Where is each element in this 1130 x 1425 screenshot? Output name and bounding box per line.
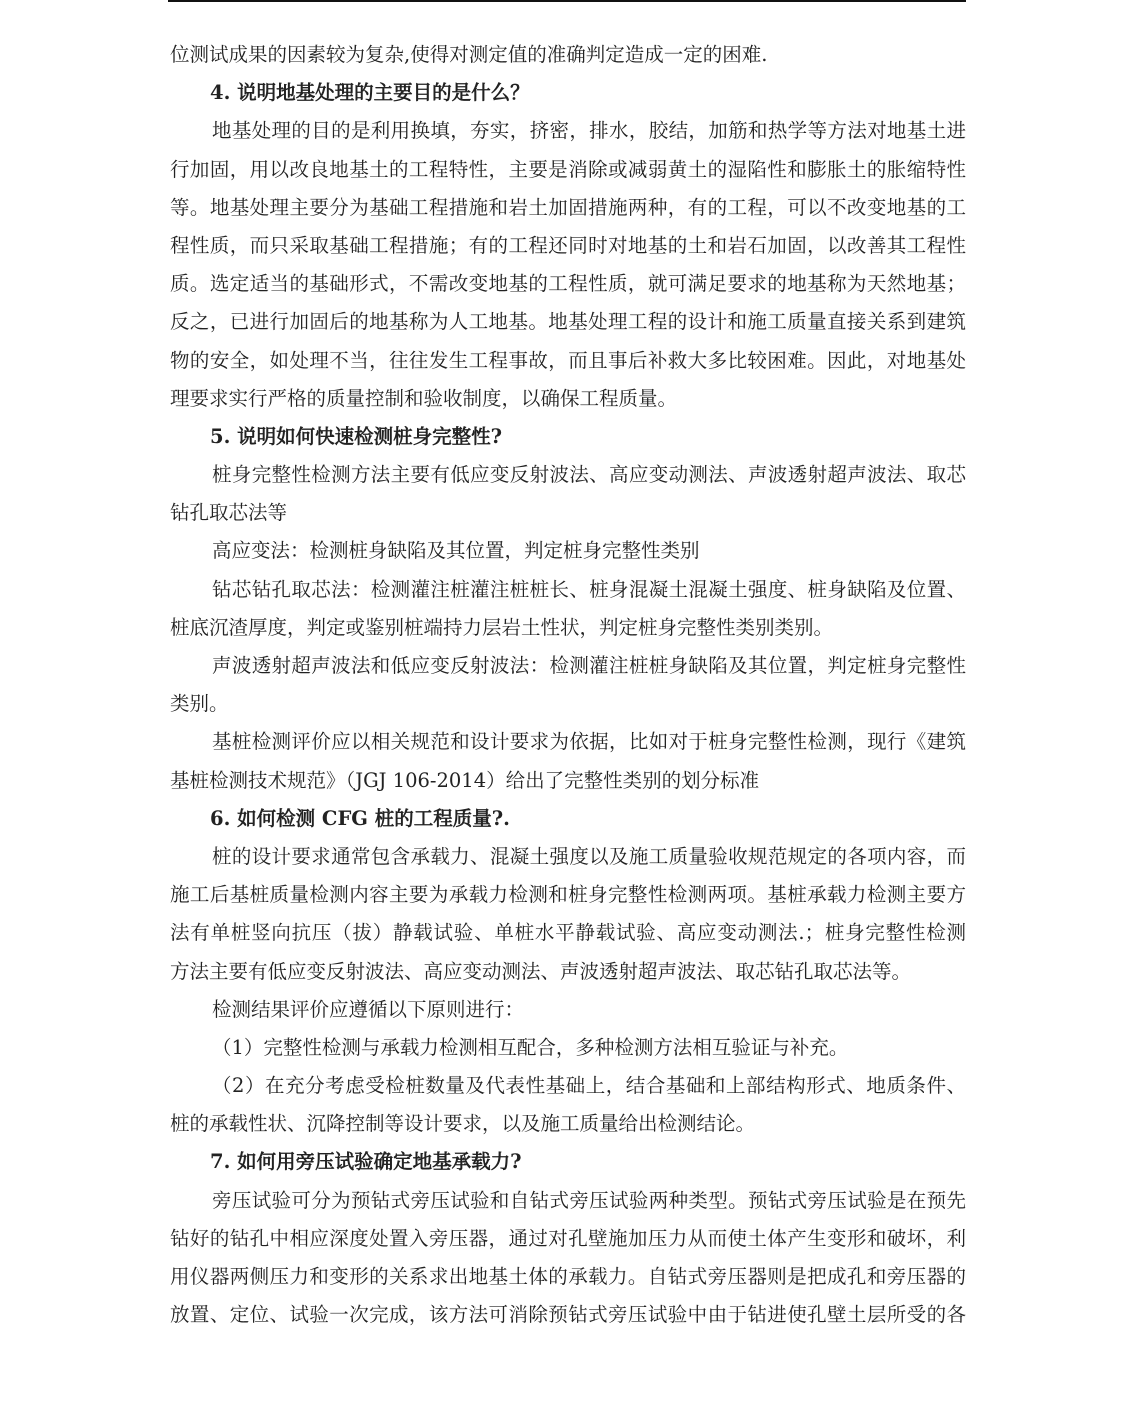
question-heading: 7. 如何用旁压试验确定地基承载力?: [210, 1150, 522, 1174]
question-heading: 6. 如何检测 CFG 桩的工程质量?.: [210, 806, 510, 830]
body-line: 地基处理的目的是利用换填，夯实，挤密，排水，胶结，加筋和热学等方法对地基土进: [212, 119, 966, 143]
body-line: 物的安全，如处理不当，往往发生工程事故，而且事后补救大多比较困难。因此，对地基处: [170, 348, 966, 372]
list-item: （1）完整性检测与承载力检测相互配合，多种检测方法相互验证与补充。: [212, 1035, 849, 1059]
top-rule: [168, 0, 966, 2]
body-line: 桩底沉渣厚度，判定或鉴别桩端持力层岩土性状，判定桩身完整性类别类别。: [170, 615, 834, 639]
body-line: 类别。: [170, 692, 229, 716]
body-line: 位测试成果的因素较为复杂,使得对测定值的准确判定造成一定的困难.: [170, 43, 768, 66]
body-line: 等。地基处理主要分为基础工程措施和岩土加固措施两种，有的工程，可以不改变地基的工: [170, 195, 966, 219]
body-line: 法有单桩竖向抗压（拔）静载试验、单桩水平静载试验、高应变动测法.；桩身完整性检测: [170, 921, 966, 945]
body-line: 程性质，而只采取基础工程措施；有的工程还同时对地基的土和岩石加固，以改善其工程性: [170, 233, 966, 257]
body-line: 理要求实行严格的质量控制和验收制度，以确保工程质量。: [170, 386, 678, 410]
body-line: 基桩检测评价应以相关规范和设计要求为依据，比如对于桩身完整性检测，现行《建筑: [212, 730, 966, 754]
body-line: 钻好的钻孔中相应深度处置入旁压器，通过对孔壁施加压力从而使土体产生变形和破坏，利: [170, 1226, 966, 1250]
question-heading: 4. 说明地基处理的主要目的是什么？: [210, 81, 530, 105]
body-line: 方法主要有低应变反射波法、高应变动测法、声波透射超声波法、取芯钻孔取芯法等。: [170, 959, 912, 983]
body-line: 声波透射超声波法和低应变反射波法：检测灌注桩桩身缺陷及其位置，判定桩身完整性: [212, 654, 966, 677]
body-line: 桩身完整性检测方法主要有低应变反射波法、高应变动测法、声波透射超声波法、取芯: [212, 463, 966, 487]
body-line: 检测结果评价应遵循以下原则进行：: [212, 997, 525, 1021]
body-line: 桩的承载性状、沉降控制等设计要求，以及施工质量给出检测结论。: [170, 1112, 756, 1136]
body-line: 用仪器两侧压力和变形的关系求出地基土体的承载力。自钻式旁压器则是把成孔和旁压器的: [170, 1265, 966, 1288]
body-line: 放置、定位、试验一次完成，该方法可消除预钻式旁压试验中由于钻进使孔壁土层所受的各: [170, 1303, 966, 1327]
body-line: 施工后基桩质量检测内容主要为承载力检测和桩身完整性检测两项。基桩承载力检测主要方: [170, 883, 966, 907]
body-line: 钻芯钻孔取芯法：检测灌注桩灌注桩桩长、桩身混凝土混凝土强度、桩身缺陷及位置、: [212, 577, 966, 601]
list-item: （2）在充分考虑受检桩数量及代表性基础上，结合基础和上部结构形式、地质条件、: [212, 1074, 966, 1098]
body-line: 质。选定适当的基础形式，不需改变地基的工程性质，就可满足要求的地基称为天然地基；: [170, 272, 966, 296]
body-line: 桩的设计要求通常包含承载力、混凝土强度以及施工质量验收规范规定的各项内容，而: [212, 844, 966, 868]
body-line: 基桩检测技术规范》（JGJ 106-2014）给出了完整性类别的划分标准: [170, 768, 760, 792]
question-heading: 5. 说明如何快速检测桩身完整性?: [210, 424, 503, 448]
document-body: [170, 36, 966, 1334]
body-line: 高应变法：检测桩身缺陷及其位置，判定桩身完整性类别: [212, 539, 700, 563]
body-line: 行加固，用以改良地基土的工程特性，主要是消除或减弱黄土的湿陷性和膨胀土的胀缩特性: [170, 157, 966, 181]
body-line: 旁压试验可分为预钻式旁压试验和自钻式旁压试验两种类型。预钻式旁压试验是在预先: [212, 1188, 966, 1212]
body-line: 钻孔取芯法等: [170, 501, 288, 525]
body-line: 反之，已进行加固后的地基称为人工地基。地基处理工程的设计和施工质量直接关系到建筑: [170, 310, 966, 334]
